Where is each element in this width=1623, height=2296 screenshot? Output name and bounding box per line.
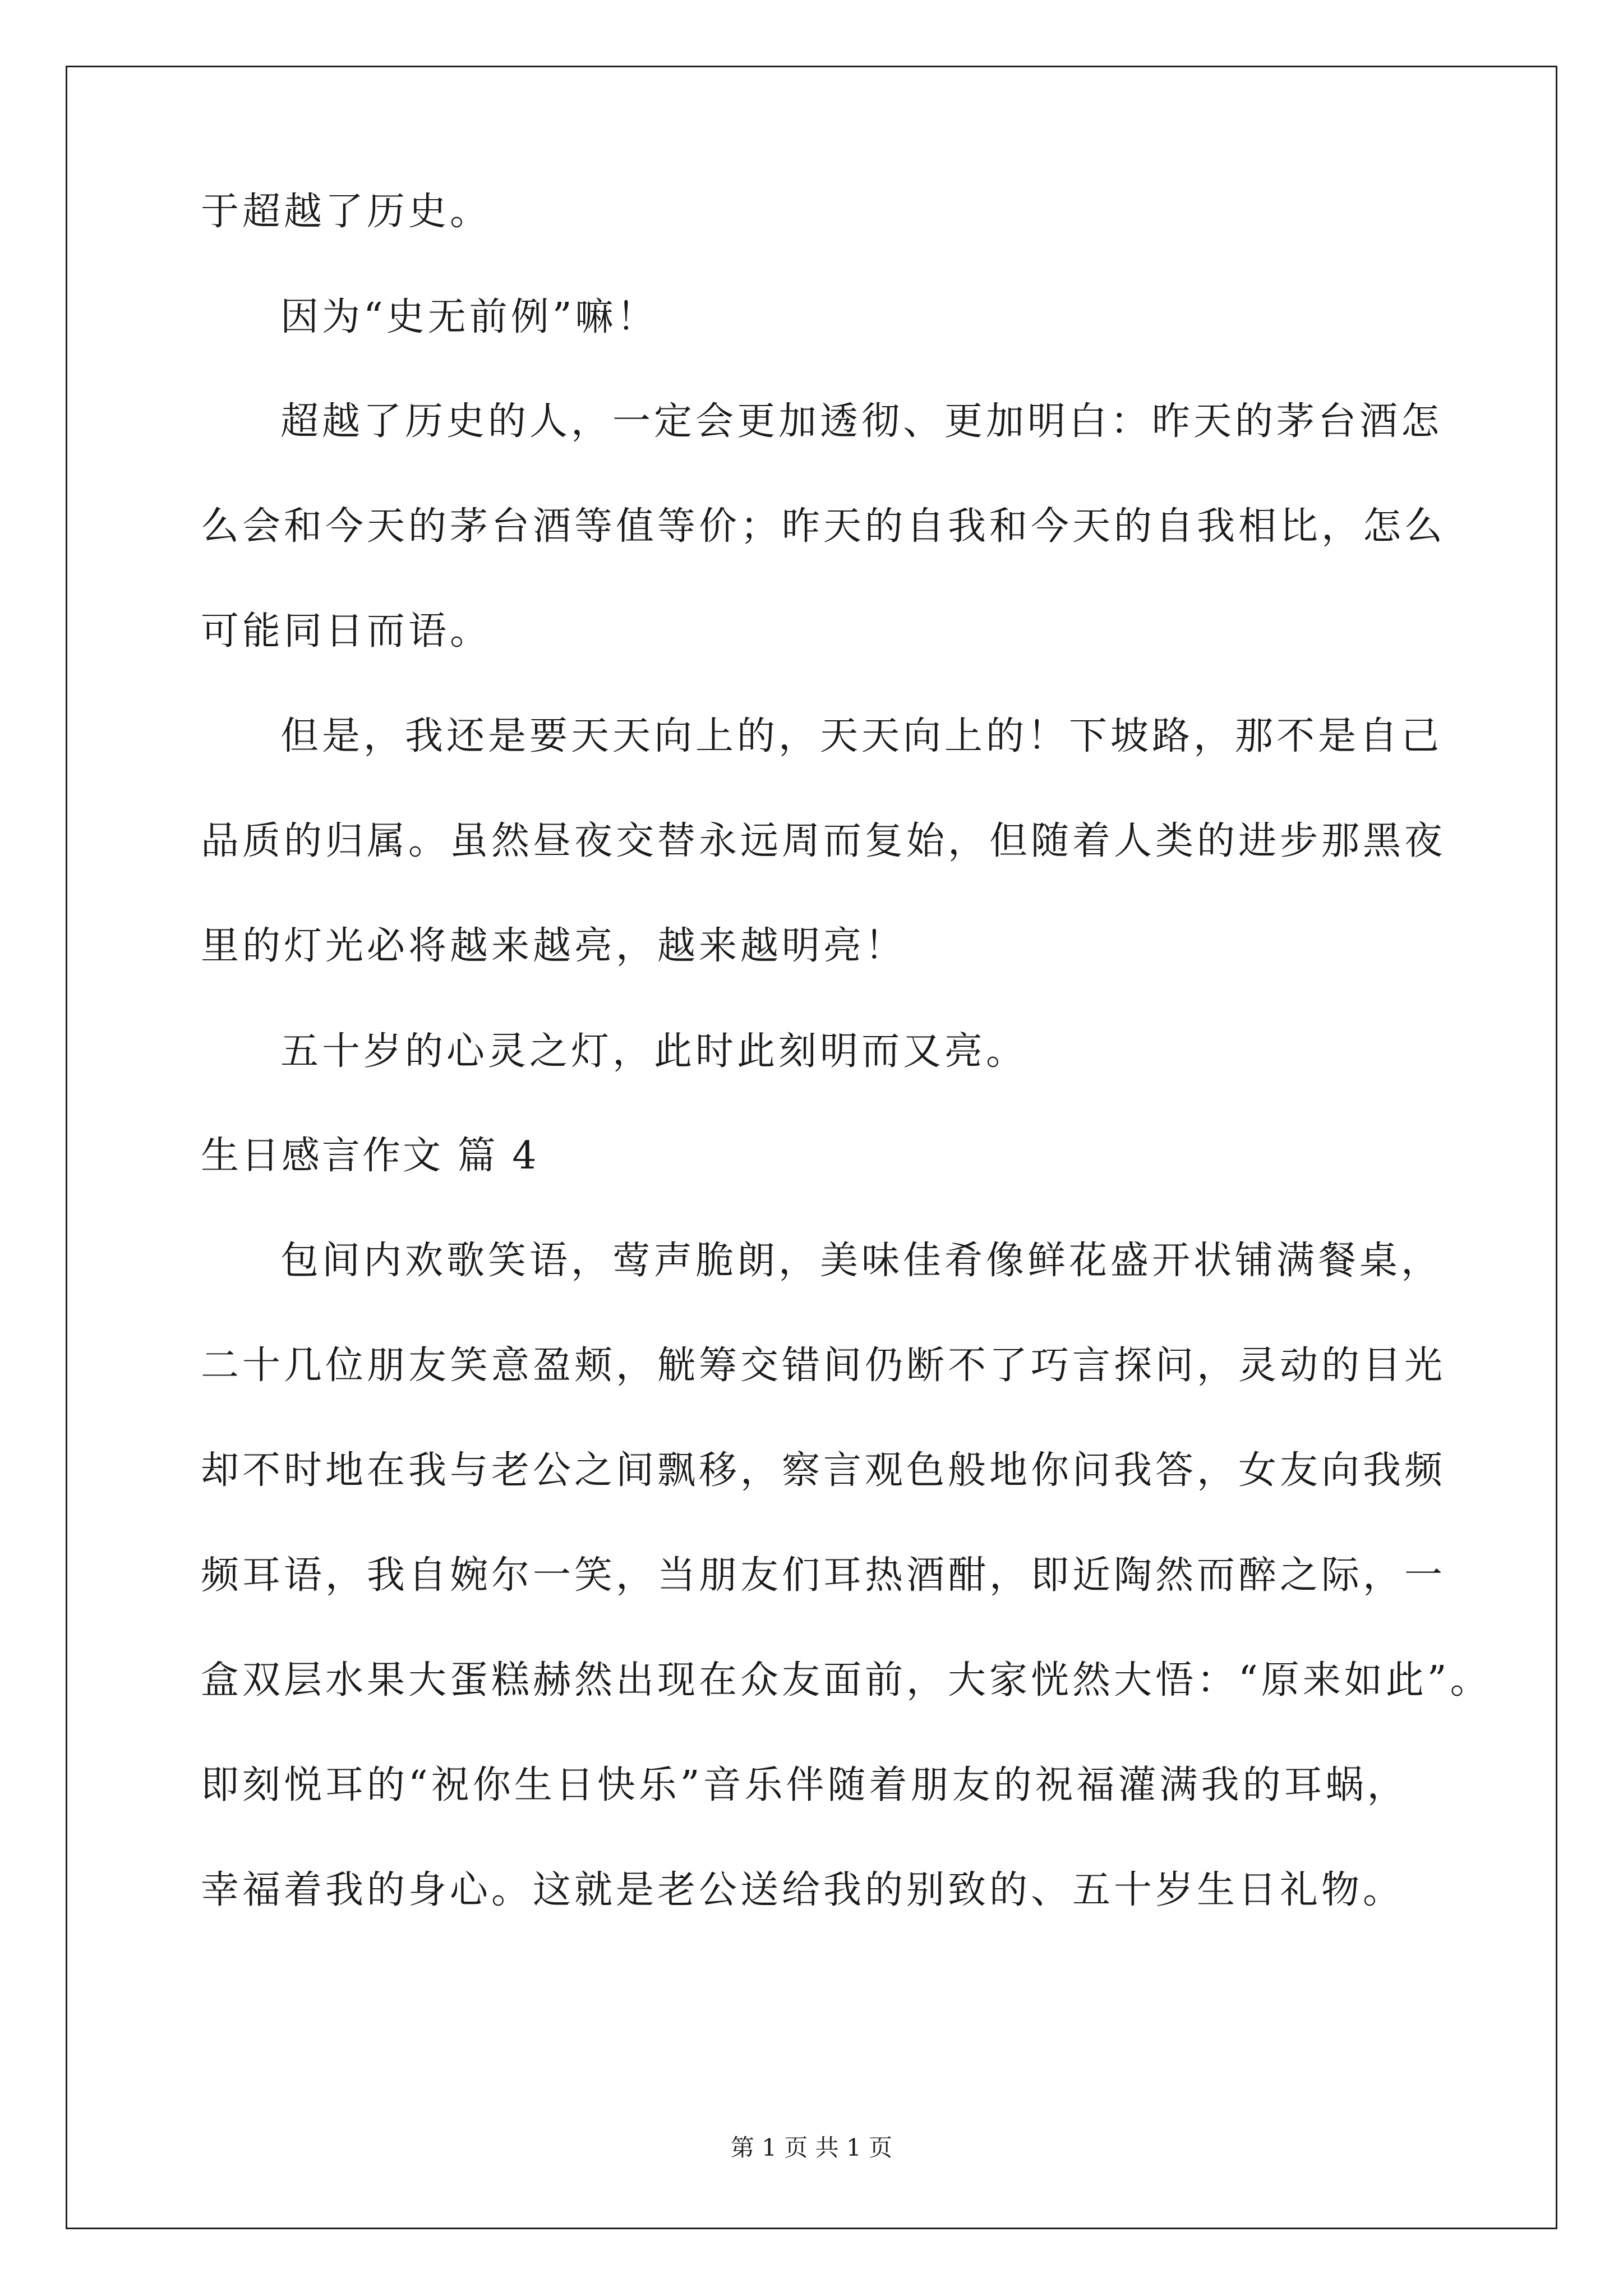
paragraph-line: 因为“史无前例”嘛！: [280, 295, 658, 339]
paragraph-line: 么会和今天的茅台酒等值等价；昨天的自我和今天的自我相比，怎么: [201, 504, 1446, 549]
paragraph-line: 却不时地在我与老公之间飘移，察言观色般地你问我答，女友向我频: [201, 1448, 1446, 1493]
paragraph-line: 但是，我还是要天天向上的，天天向上的！下坡路，那不是自己: [280, 714, 1443, 758]
paragraph-line: 里的灯光必将越来越亮，越来越明亮！: [201, 924, 907, 968]
paragraph-line: 即刻悦耳的“祝你生日快乐”音乐伴随着朋友的祝福灌满我的耳蜗，: [201, 1763, 1409, 1807]
paragraph-line: 五十岁的心灵之灯，此时此刻明而又亮。: [280, 1029, 1028, 1074]
page-footer: 第 1 页 共 1 页: [730, 2134, 893, 2161]
paragraph-line: 超越了历史的人，一定会更加透彻、更加明白：昨天的茅台酒怎: [280, 399, 1443, 444]
section-heading: 生日感言作文 篇 4: [201, 1134, 539, 1178]
paragraph-line: 幸福着我的身心。这就是老公送给我的别致的、五十岁生日礼物。: [201, 1868, 1405, 1912]
paragraph-line: 可能同日而语。: [201, 609, 492, 654]
paragraph-line: 盒双层水果大蛋糕赫然出现在众友面前，大家恍然大悟：“原来如此”。: [201, 1658, 1492, 1703]
paragraph-line: 频耳语，我自婉尔一笑，当朋友们耳热酒酣，即近陶然而醉之际，一: [201, 1553, 1446, 1598]
paragraph-line: 包间内欢歌笑语，莺声脆朗，美味佳肴像鲜花盛开状铺满餐桌，: [280, 1239, 1443, 1283]
paragraph-line: 二十几位朋友笑意盈颊，觥筹交错间仍断不了巧言探问，灵动的目光: [201, 1343, 1446, 1388]
paragraph-line: 品质的归属。虽然昼夜交替永远周而复始，但随着人类的进步那黑夜: [201, 819, 1446, 863]
paragraph-line: 于超越了历史。: [201, 190, 492, 234]
